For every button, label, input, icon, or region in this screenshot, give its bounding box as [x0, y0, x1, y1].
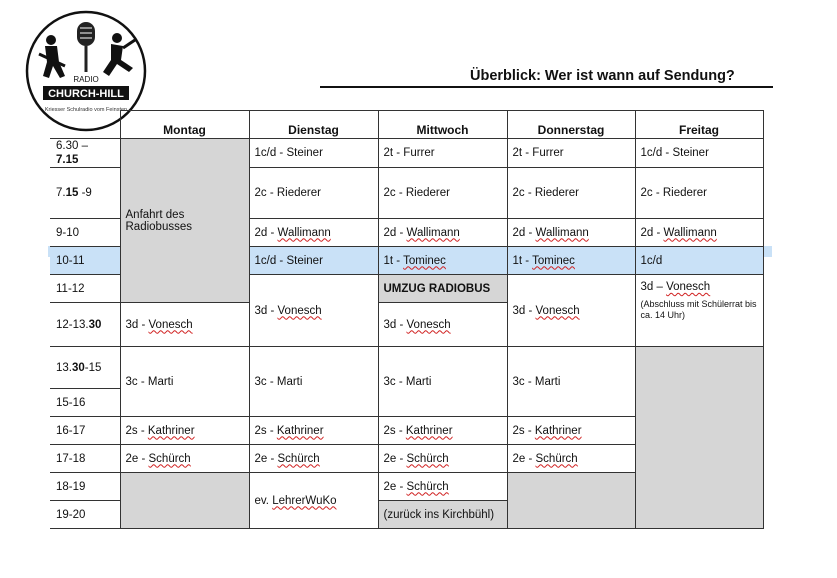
- schedule-cell: 3d - Vonesch: [378, 303, 507, 347]
- schedule-cell: 1c/d - Steiner: [249, 247, 378, 275]
- logo-name-text: CHURCH-HILL: [48, 88, 124, 100]
- schedule-cell: 2d - Wallimann: [507, 219, 635, 247]
- time-cell: 11-12: [50, 275, 120, 303]
- time-cell: 6.30 – 7.15: [50, 139, 120, 168]
- time-cell: 13.30-15: [50, 347, 120, 389]
- schedule-cell: 2s - Kathriner: [120, 417, 249, 445]
- schedule-cell: 2e - Schürch: [507, 445, 635, 473]
- time-cell: 7.15 -9: [50, 168, 120, 219]
- schedule-cell: 2s - Kathriner: [249, 417, 378, 445]
- logo-tagline-text: Kriesser Schulradio vom Feinsten: [44, 107, 128, 113]
- schedule-cell: 2d - Wallimann: [635, 219, 763, 247]
- schedule-cell: 1t - Tominec: [378, 247, 507, 275]
- time-header: [50, 111, 120, 139]
- kirchbuehl-return-cell: (zurück ins Kirchbühl): [378, 501, 507, 529]
- schedule-cell: 2c - Riederer: [635, 168, 763, 219]
- time-cell: 12-13.30: [50, 303, 120, 347]
- time-cell: 16-17: [50, 417, 120, 445]
- header-row: [50, 111, 763, 139]
- schedule-cell: 3d - Vonesch: [507, 275, 635, 347]
- time-cell: 9-10: [50, 219, 120, 247]
- schedule-cell: 3d – Vonesch (Abschluss mit Schülerrat bis ca. 14 Uhr): [635, 275, 763, 347]
- schedule-cell: 3d - Vonesch: [249, 275, 378, 347]
- schedule-cell: 2e - Schürch: [378, 473, 507, 501]
- schedule-cell: 3d - Vonesch: [120, 303, 249, 347]
- freitag-empty-cell: [635, 347, 763, 529]
- table-row: [50, 139, 763, 168]
- schedule-cell: 1c/d - Steiner: [249, 139, 378, 168]
- day-header-montag: Montag: [120, 111, 249, 139]
- schedule-cell: 3c - Marti: [249, 347, 378, 417]
- day-header-donnerstag: Donnerstag: [507, 111, 635, 139]
- schedule-cell: 2s - Kathriner: [378, 417, 507, 445]
- montag-anfahrt-cell: Anfahrt des Radiobusses: [120, 139, 249, 303]
- time-cell: 18-19: [50, 473, 120, 501]
- logo-radio-text: RADIO: [73, 75, 99, 84]
- schedule-cell: 2t - Furrer: [507, 139, 635, 168]
- donnerstag-empty-cell: [507, 473, 635, 529]
- schedule-cell: 1c/d - Steiner: [635, 139, 763, 168]
- schedule-cell: 2s - Kathriner: [507, 417, 635, 445]
- schedule-cell: 2e - Schürch: [378, 445, 507, 473]
- schuelerrat-note: (Abschluss mit Schülerrat bis ca. 14 Uhr): [640, 299, 757, 320]
- schedule-cell: 2c - Riederer: [378, 168, 507, 219]
- day-header-mittwoch: Mittwoch: [378, 111, 507, 139]
- schedule-cell: 3c - Marti: [378, 347, 507, 417]
- montag-empty-cell: [120, 473, 249, 529]
- page-heading: Überblick: Wer ist wann auf Sendung?: [470, 68, 735, 84]
- schedule-cell: 2e - Schürch: [249, 445, 378, 473]
- day-header-dienstag: Dienstag: [249, 111, 378, 139]
- table-row: [50, 347, 763, 389]
- schedule-table: [50, 110, 764, 529]
- time-cell: 19-20: [50, 501, 120, 529]
- umzug-radiobus-cell: UMZUG RADIOBUS: [378, 275, 507, 303]
- schedule-cell: 3c - Marti: [507, 347, 635, 417]
- day-header-freitag: Freitag: [635, 111, 763, 139]
- time-cell: 10-11: [50, 247, 120, 275]
- schedule-cell: 3c - Marti: [120, 347, 249, 417]
- schedule-cell: 2c - Riederer: [249, 168, 378, 219]
- schedule-cell: 2c - Riederer: [507, 168, 635, 219]
- schedule-cell: 1t - Tominec: [507, 247, 635, 275]
- time-cell: 15-16: [50, 389, 120, 417]
- schedule-cell: 2e - Schürch: [120, 445, 249, 473]
- schedule-cell: 2d - Wallimann: [249, 219, 378, 247]
- time-cell: 17-18: [50, 445, 120, 473]
- heading-underline: [320, 86, 773, 88]
- schedule-cell: 2t - Furrer: [378, 139, 507, 168]
- schedule-cell: 2d - Wallimann: [378, 219, 507, 247]
- schedule-cell: 1c/d: [635, 247, 763, 275]
- schedule-cell: ev. LehrerWuKo: [249, 473, 378, 529]
